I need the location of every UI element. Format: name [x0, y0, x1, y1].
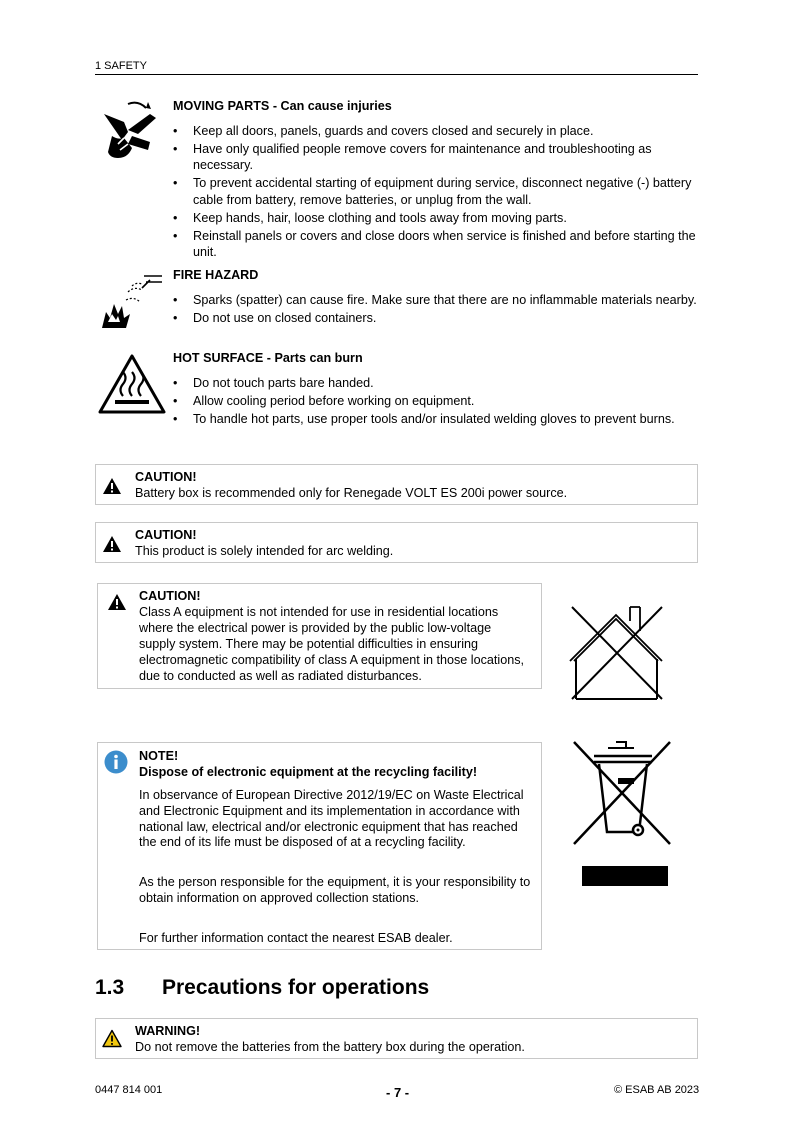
note-title: NOTE! [139, 749, 179, 763]
list-item: • Do not use on closed containers. [173, 310, 698, 327]
note-subtitle: Dispose of electronic equipment at the recycling facility! [139, 765, 478, 779]
hot-surface-icon [97, 352, 167, 416]
hot-surface-title: HOT SURFACE - Parts can burn [173, 351, 363, 365]
moving-parts-title: MOVING PARTS - Can cause injuries [173, 99, 392, 113]
running-header [95, 60, 698, 75]
crossed-out-bin-icon [572, 740, 672, 888]
caution-box-arc-welding [95, 522, 698, 563]
list-item: • Reinstall panels or covers and close doors when service is finished and before starting the unit. [173, 228, 698, 261]
list-item: • Do not touch parts bare handed. [173, 375, 698, 392]
footer-doc-number: 0447 814 001 [95, 1084, 163, 1096]
caution-box-class-a [97, 583, 542, 689]
warning-triangle-icon [102, 1029, 122, 1048]
caution-text: Battery box is recommended only for Renegade VOLT ES 200i power source. [135, 486, 568, 500]
fire-hazard-icon [98, 272, 164, 330]
moving-parts-list [173, 123, 698, 262]
fire-hazard-title: FIRE HAZARD [173, 268, 259, 282]
warning-text: Do not remove the batteries from the battery box during the operation. [135, 1040, 525, 1054]
note-paragraph: In observance of European Directive 2012/19/EC on Waste Electrical and Electronic Equipment and its implementation in accordance with national law, electrical and/or electronic equipment that has reached the end of its life must be disposed of at a recycling facility. [139, 788, 524, 850]
warning-triangle-icon [102, 477, 122, 495]
hot-surface-list [173, 375, 698, 429]
header-section: 1 SAFETY [95, 60, 147, 72]
caution-title: CAUTION! [135, 528, 197, 542]
footer-page-number: - 7 - [386, 1085, 410, 1100]
caution-box-battery [95, 464, 698, 505]
caution-text: This product is solely intended for arc welding. [135, 544, 394, 558]
list-item: • To prevent accidental starting of equipment during service, disconnect negative (-) battery cable from battery, remove batteries, or unplug from the wall. [173, 175, 698, 208]
caution-title: CAUTION! [135, 470, 197, 484]
list-item: • Allow cooling period before working on equipment. [173, 393, 698, 410]
list-item: • Keep hands, hair, loose clothing and tools away from moving parts. [173, 210, 698, 227]
warning-title: WARNING! [135, 1024, 201, 1038]
warning-box-batteries [95, 1018, 698, 1059]
list-item: • Have only qualified people remove covers for maintenance and troubleshooting as necessary. [173, 141, 698, 174]
list-item: • To handle hot parts, use proper tools and/or insulated welding gloves to prevent burns. [173, 411, 698, 428]
footer-copyright: © ESAB AB 2023 [614, 1084, 700, 1096]
warning-triangle-icon [107, 593, 127, 611]
section-title: Precautions for operations [162, 976, 430, 999]
note-paragraph: As the person responsible for the equipment, it is your responsibility to obtain information on approved collection stations. [139, 875, 531, 905]
note-paragraph: For further information contact the nearest ESAB dealer. [139, 931, 453, 945]
fire-hazard-list [173, 292, 698, 328]
no-residential-use-icon [568, 603, 665, 703]
section-number: 1.3 [95, 976, 125, 999]
caution-text: Class A equipment is not intended for use in residential locations where the electrical power is provided by the public low-voltage supply system. There may be potential difficulties in ensuring electromagnetic compatibility of class A equipment in those locations, due to conducted as well as radiated disturbances. [139, 605, 525, 683]
note-box-recycling [97, 742, 542, 950]
warning-triangle-icon [102, 535, 122, 553]
caution-title: CAUTION! [139, 589, 201, 603]
list-item: • Sparks (spatter) can cause fire. Make sure that there are no inflammable materials nearby. [173, 292, 698, 309]
info-icon [104, 750, 128, 774]
list-item: • Keep all doors, panels, guards and covers closed and securely in place. [173, 123, 698, 140]
moving-parts-icon [98, 100, 160, 162]
